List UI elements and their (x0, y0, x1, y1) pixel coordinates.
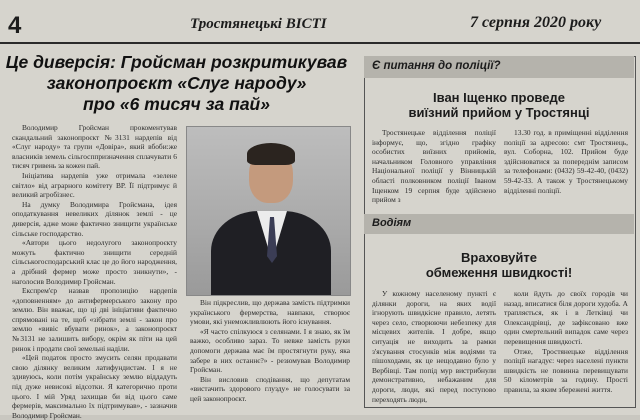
headline-line: про «6 тисяч за пай» (83, 94, 270, 114)
headline-line: законопроєкт «Слуг народу» (46, 73, 307, 93)
article-paragraph: «Цей податок просто змусить селян продавати свою ділянку великим латифундистам. І я не здивуюсь, коли потім українську землю віддадуть під дуже невисокі відсотки. Я категорично проти цього. І мій Уряд захищав би від цього саме фермерів, максимально їх підтримував», - зазначив Володимир Гройсман. (12, 353, 177, 420)
police-paragraph: 13.30 год. в приміщенні відділення поліції за адресою: смт Тростянець, вул. Соборна, 102. Прийом буде здійснюватися за попереднім записом за телефонами: (0432) 59-42-40, (0432) 59-42-33. А також у Тростянецькому відділенні поліції. (504, 128, 628, 195)
headline-line: виїзний прийом у Тростянці (408, 105, 590, 120)
newspaper-title: Тростянецькі ВІСТІ (190, 16, 327, 32)
article-left-column (12, 123, 177, 420)
article-paragraph: Експрем'єр назвав пропозицію нардепів «доповненням» до антифермерського закону про землю. Він вважає, що ці дві ініціативи фактично спрямовані на те, щоб «зібрати землі - закон про землю «вивіс вбувати ринок», а законопроєкт №3131 не залишить вибору, окрім як піти на цей ринок і продати свої земельні наділи. (12, 286, 177, 353)
article-paragraph: Він висловив сподівання, що депутатам «вистачить здорового глузду» не голосувати за цей законопроєкт. (190, 374, 350, 403)
police-paragraph: Тростянецьке відділення поліції інформує, що, згідно графіку особистих виїзних прийомів, начальником Головного управління Національної поліції у Вінницькій області полковником поліції Іваном Іщенком 19 серпня буде здійснено прийом з (372, 128, 496, 205)
headline-line: Це диверсія: Гройсман розкритикував (5, 52, 348, 72)
headline-line: обмеження швидкості! (425, 265, 573, 280)
drivers-paragraph: коли йдуть до своїх городів чи назад, вписатися біля дороги худоба. А трапляється, як і в Летківці чи Олександрівці, де зафіксовано вже один смертельний випадок саме через перевищення швидкості. (504, 289, 628, 346)
article-headline (4, 52, 349, 115)
page-number: 4 (8, 12, 22, 39)
drivers-column-c (372, 289, 496, 404)
drivers-paragraph: Отже, Тростянецьке відділення поліції нагадує: через населені пункти швидкість не повинна перевищувати 50 кілометрів за годину. Прості правила, за яким збережені життя. (504, 346, 628, 394)
police-headline (366, 90, 632, 120)
drivers-banner-title: Водіям (372, 217, 412, 229)
police-banner-title: Є питання до поліції? (372, 60, 501, 72)
drivers-paragraph: У кожному населеному пункті є ділянки дороги, на яких водії ігнорують швидкісне правило, летять через село, створюючи небезпеку для місцевих жителів. І добре, якщо ситуація не виходить за рамки з'ясування стосунків між водіями та пішоходами, як це нещодавно було у Вербівці. Там попід мур вистрибнули демонстративно, небажаним для дороги, люди, які перед поступово переходять люди, (372, 289, 496, 404)
headline-line: Іван Іщенко проведе (433, 90, 565, 105)
drivers-column-d (504, 289, 628, 395)
police-column-b (504, 128, 628, 195)
police-column-a (372, 128, 496, 205)
photo-hair (247, 143, 295, 165)
header-divider (0, 42, 640, 44)
issue-date: 7 серпня 2020 року (470, 14, 602, 31)
article-paragraph: На думку Володимира Гройсмана, ідея оподаткування невеликих ділянок землі - це диверсія, адже може фактично знищити українське сільське господарство. (12, 199, 177, 238)
article-paragraph: «Я часто спілкуюся з селянами. І я знаю, як їм важко, особливо зараз. То невже замість руки допомоги держава має їм простягнути руку, яка забере в них останнє?» - резюмував Володимир Гройсман. (190, 326, 350, 375)
drivers-headline (366, 250, 632, 280)
article-paragraph: Володимир Гройсман прокоментував скандальний законопроєкт №3131 нардепів від «Слуг народу» та групи «Довіра», який вбоби:же власників земель сільгосппризначення сплачувати 6 тисяч гривень за кожен пай. (12, 123, 177, 171)
article-paragraph: Він підкреслив, що держава замість підтримки українського фермерства, навпаки, створює умови, які унеможливлюють його існування. (190, 298, 350, 327)
portrait-photo (186, 126, 351, 296)
article-center-column (190, 298, 350, 404)
article-paragraph: «Автори цього недолугого законопроєкту можуть фактично знищити середній сільськогосподарський клас це до його народження, а дрібний фермер може просто зникнути», - наголосив Володимир Гройсман. (12, 238, 177, 286)
article-paragraph: Ініціатива нардепів уже отримала «зелене світло» від аграрного комітету ВР. Її підтримує й великий агробізнес. (12, 170, 177, 200)
headline-line: Враховуйте (461, 250, 537, 265)
